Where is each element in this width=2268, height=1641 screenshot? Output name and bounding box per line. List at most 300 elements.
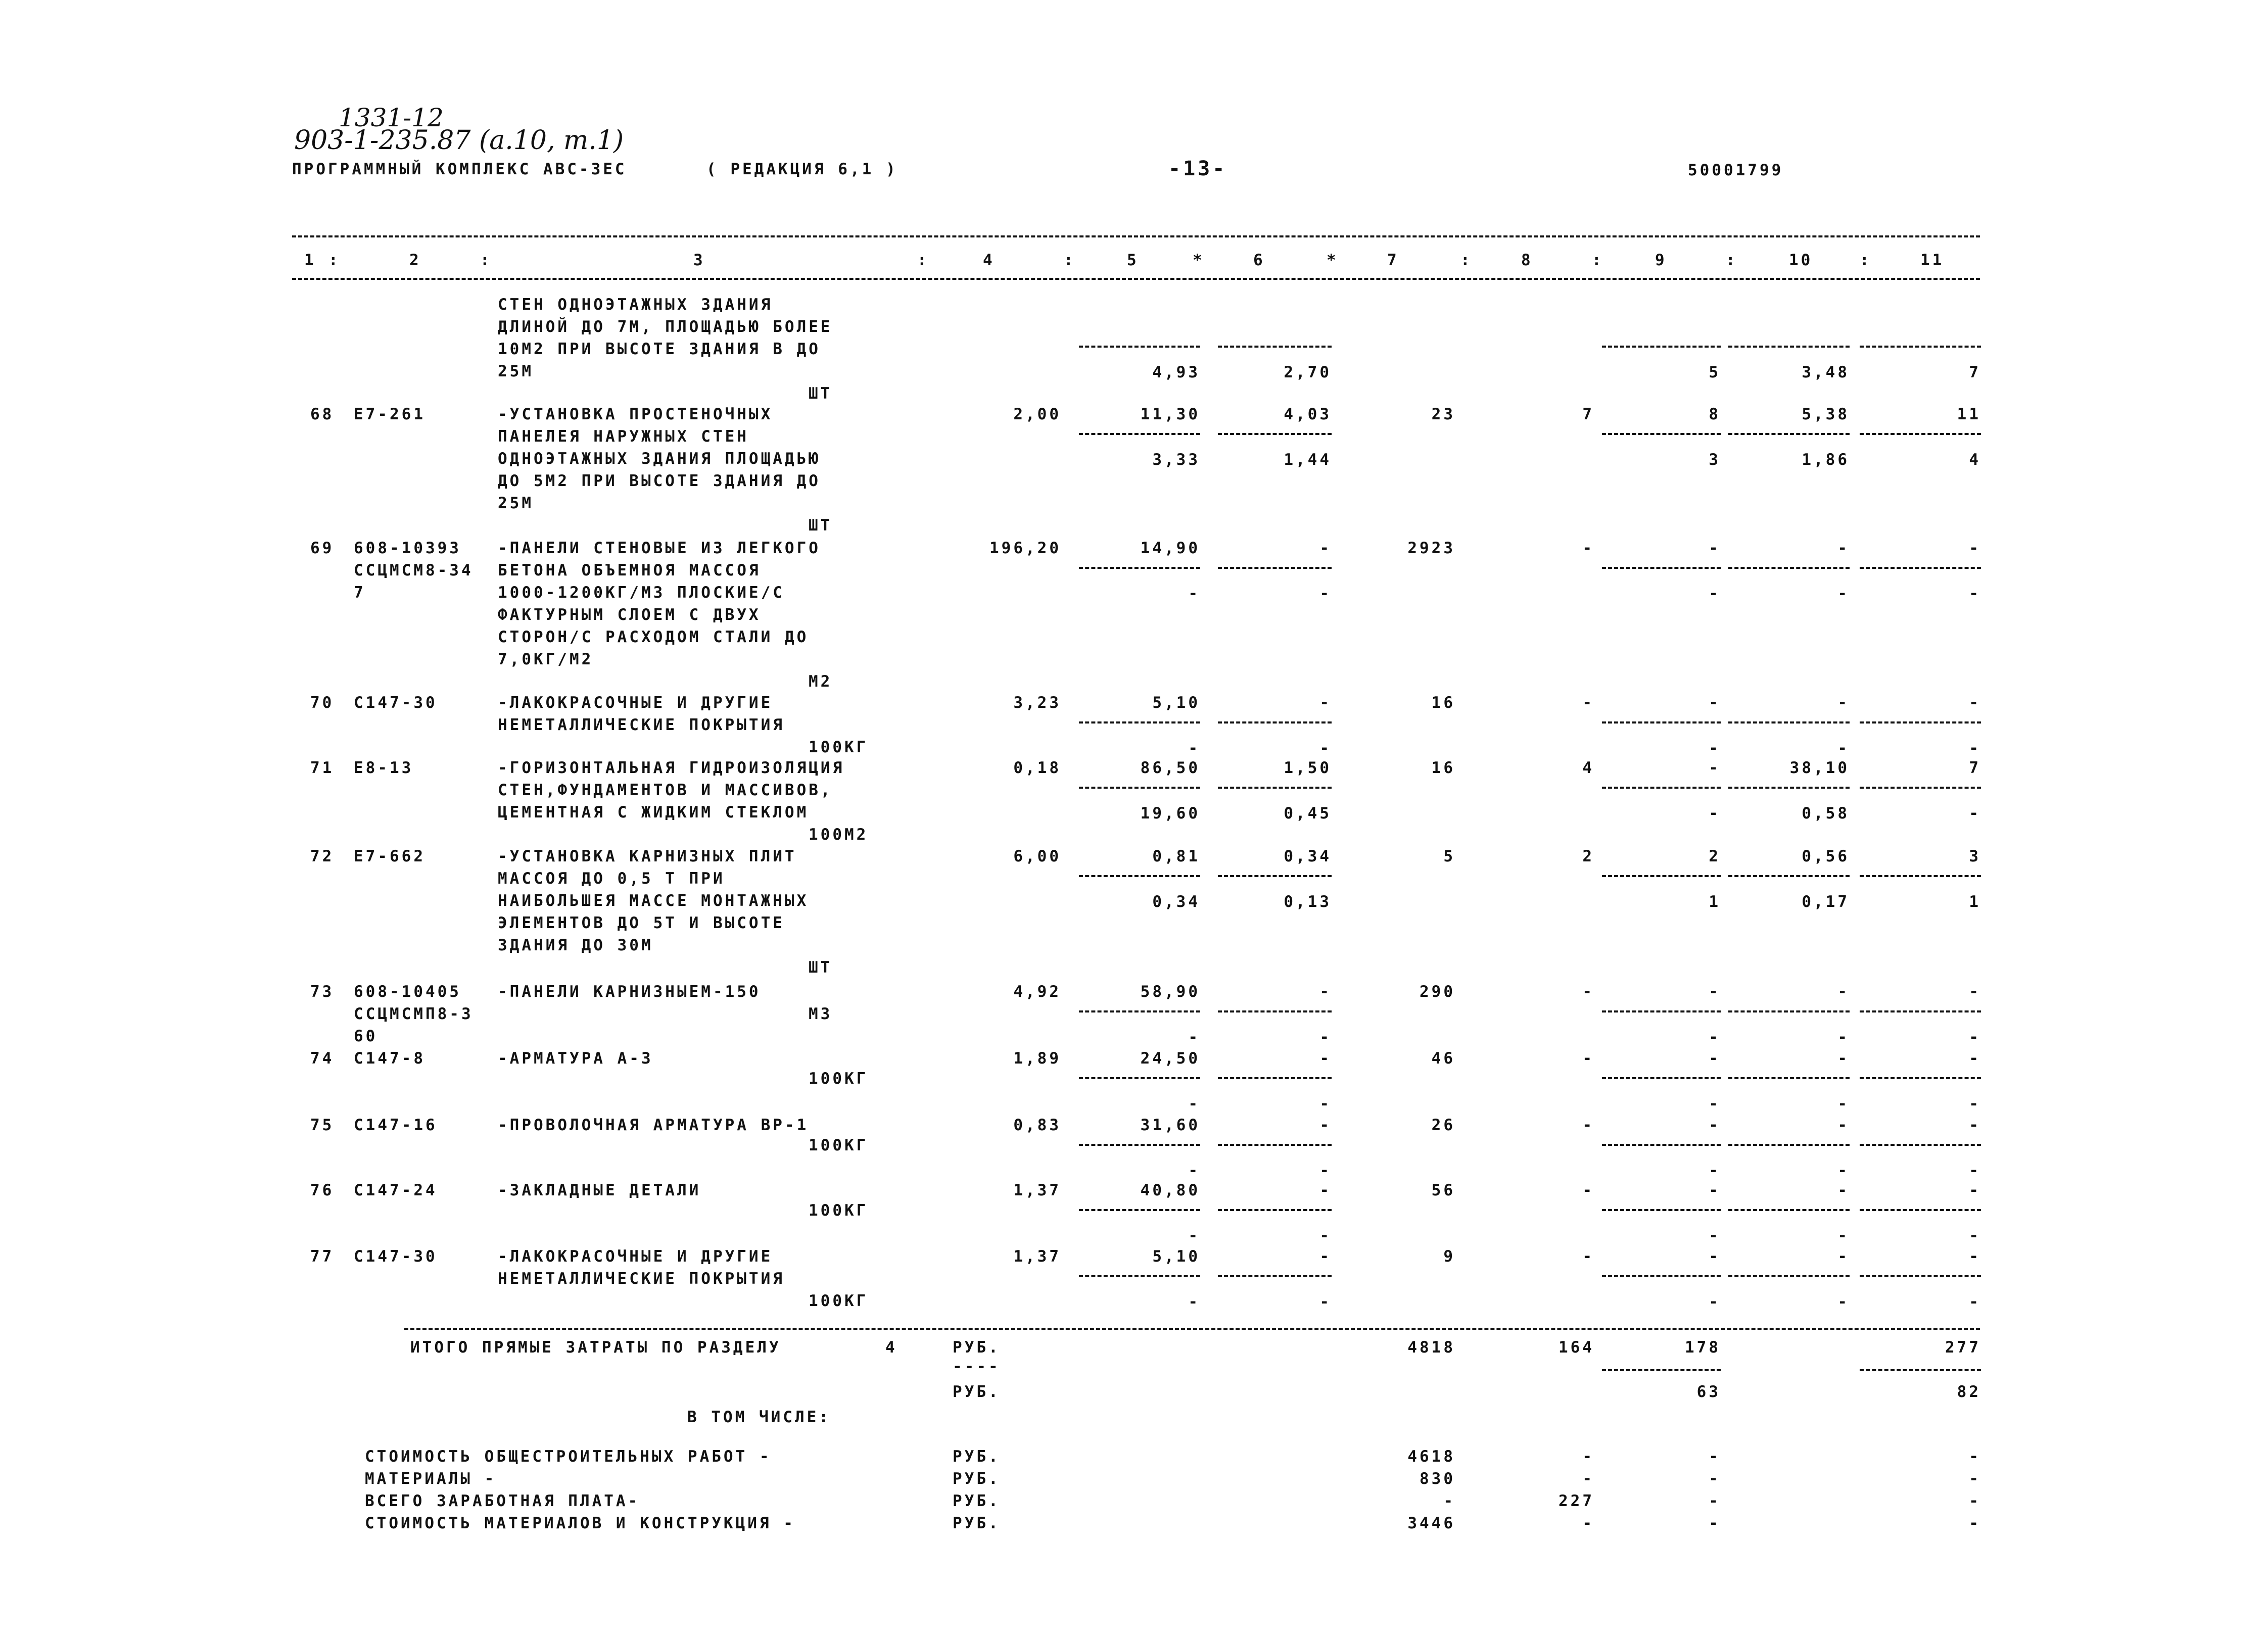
col6-sub: - [1319,1095,1332,1113]
col6-rule [1218,1275,1332,1277]
breakdown-col9: - [1709,1470,1721,1488]
col9-rule [1602,1275,1721,1277]
col5-main: 24,50 [1140,1049,1200,1068]
col5-main: 40,80 [1140,1181,1200,1199]
item-description-line: ЗДАНИЯ ДО 30М [498,936,653,954]
breakdown-unit: РУБ. [953,1514,1001,1532]
col11-sub: - [1969,1162,1981,1180]
col9-sub: - [1709,1095,1721,1113]
item-description-line: ПАНЕЛЕЯ НАРУЖНЫХ СТЕН [498,427,749,446]
col11-main: - [1969,1049,1981,1068]
col9-rule [1602,346,1721,348]
item-description-line: БЕТОНА ОБЪЕМНОЯ МАССОЯ [498,561,761,580]
col5-rule [1079,787,1200,789]
col7-value: 290 [1420,983,1455,1001]
column-separator: * [1193,251,1205,269]
col9-sub: 5 [1709,363,1721,381]
col10-rule [1728,875,1850,877]
breakdown-unit: РУБ. [953,1447,1001,1466]
col8-value: - [1582,1049,1594,1068]
item-description-line: -АРМАТУРА А-3 [498,1049,653,1068]
col10-rule [1728,346,1850,348]
item-description-line: 7,0КГ/М2 [498,650,594,668]
column-separator: : [480,251,492,269]
column-separator: : [917,251,929,269]
item-unit: 100КГ [809,738,869,756]
item-unit: 100М2 [809,826,869,844]
column-separator: : [328,251,341,269]
col11-rule [1860,1275,1981,1277]
breakdown-col11: - [1969,1514,1981,1532]
column-separator: : [1726,251,1738,269]
col5-sub: - [1188,1227,1200,1245]
item-description-line: ДО 5М2 ПРИ ВЫСОТЕ ЗДАНИЯ ДО [498,472,821,490]
item-code: 608-10393 [354,539,461,557]
item-number: 76 [310,1181,335,1199]
including-label: В ТОМ ЧИСЛЕ: [687,1408,831,1426]
col6-sub: - [1319,1162,1332,1180]
col11-rule [1860,1209,1981,1211]
header-rule-top [292,235,1980,237]
col5-rule [1079,567,1200,569]
col9-main: - [1709,759,1721,777]
col10-main: 0,56 [1802,847,1850,865]
item-code: Е7-261 [354,405,426,423]
breakdown-label: СТОИМОСТЬ МАТЕРИАЛОВ И КОНСТРУКЦИЯ - [365,1514,795,1532]
col10-main: - [1837,1049,1850,1068]
item-description-line: ЦЕМЕНТНАЯ С ЖИДКИМ СТЕКЛОМ [498,803,809,822]
item-number: 69 [310,539,335,557]
item-code: Е7-662 [354,847,426,865]
totals-section: 4 [885,1338,897,1357]
col10-sub: - [1837,1095,1850,1113]
col11-main: - [1969,1247,1981,1266]
col11-main: - [1969,1116,1981,1134]
col9-main: 2 [1709,847,1721,865]
item-quantity: 0,18 [1013,759,1061,777]
col10-sub: - [1837,1293,1850,1311]
col7-value: 56 [1431,1181,1455,1199]
col5-sub: - [1188,1028,1200,1046]
col8-value: 2 [1582,847,1594,865]
breakdown-col7: - [1443,1492,1455,1510]
col5-rule [1079,1010,1200,1012]
totals-unit-1: РУБ. [953,1338,1001,1357]
breakdown-col7: 830 [1420,1470,1455,1488]
col8-value: - [1582,1116,1594,1134]
col10-sub: - [1837,585,1850,603]
col5-rule [1079,1144,1200,1146]
item-unit: ШТ [809,516,833,535]
col10-sub: - [1837,1028,1850,1046]
col6-main: 0,34 [1284,847,1332,865]
col6-rule [1218,721,1332,723]
column-number-4: 4 [983,251,995,269]
col5-main: 0,81 [1152,847,1200,865]
item-description-line: НАИБОЛЬШЕЯ МАССЕ МОНТАЖНЫХ [498,892,809,910]
col9-rule [1602,1209,1721,1211]
col6-rule [1218,787,1332,789]
col7-value: 26 [1431,1116,1455,1134]
col6-rule [1218,1209,1332,1211]
item-code: Е8-13 [354,759,414,777]
col10-rule [1728,1275,1850,1277]
col7-value: 5 [1443,847,1455,865]
col11-main: 11 [1957,405,1981,423]
totals-sub-rule-col11 [1860,1369,1981,1371]
breakdown-col7: 4618 [1407,1447,1455,1466]
col6-main: - [1319,1049,1332,1068]
col5-main: 86,50 [1140,759,1200,777]
col11-sub: - [1969,585,1981,603]
col11-sub: - [1969,1293,1981,1311]
col8-value: - [1582,539,1594,557]
column-separator: * [1327,251,1339,269]
page-number: -13- [1168,157,1227,180]
item-number: 73 [310,983,335,1001]
item-number: 72 [310,847,335,865]
totals-col11-top: 277 [1945,1338,1981,1357]
column-number-11: 11 [1920,251,1945,269]
totals-col7: 4818 [1407,1338,1455,1357]
item-code: 60 [354,1027,378,1045]
col8-value: - [1582,983,1594,1001]
item-description-line: ДЛИНОЙ ДО 7М, ПЛОЩАДЬЮ БОЛЕЕ [498,318,833,336]
item-unit: М2 [809,672,833,691]
breakdown-col9: - [1709,1447,1721,1466]
totals-rule [404,1328,1980,1330]
item-unit: 100КГ [809,1201,869,1220]
col10-sub: - [1837,1162,1850,1180]
col9-sub: - [1709,1293,1721,1311]
totals-col11-bottom: 82 [1957,1383,1981,1401]
col5-rule [1079,433,1200,435]
item-description-line: НЕМЕТАЛЛИЧЕСКИЕ ПОКРЫТИЯ [498,1270,785,1288]
col9-rule [1602,1144,1721,1146]
item-number: 68 [310,405,335,423]
col5-sub: - [1188,585,1200,603]
breakdown-col8: - [1582,1514,1594,1532]
item-description-line: -ПАНЕЛИ СТЕНОВЫЕ ИЗ ЛЕГКОГО [498,539,821,557]
col5-rule [1079,1275,1200,1277]
col11-rule [1860,787,1981,789]
col6-rule [1218,1010,1332,1012]
item-description-line: СТЕН ОДНОЭТАЖНЫХ ЗДАНИЯ [498,296,773,314]
item-unit: М3 [809,1005,833,1023]
col9-main: - [1709,1181,1721,1199]
col11-rule [1860,346,1981,348]
col5-rule [1079,1077,1200,1079]
col8-value: - [1582,1181,1594,1199]
col10-main: - [1837,694,1850,712]
col6-rule [1218,567,1332,569]
item-code: С147-24 [354,1181,438,1199]
col9-sub: - [1709,739,1721,757]
column-number-10: 10 [1789,251,1813,269]
col9-rule [1602,433,1721,435]
item-description-line: МАССОЯ ДО 0,5 Т ПРИ [498,870,725,888]
col6-sub: - [1319,739,1332,757]
item-description-line: СТЕН,ФУНДАМЕНТОВ И МАССИВОВ, [498,781,833,799]
item-description-line: -ЛАКОКРАСОЧНЫЕ И ДРУГИЕ [498,1247,773,1266]
col6-sub: - [1319,1293,1332,1311]
breakdown-col8: - [1582,1470,1594,1488]
col7-value: 46 [1431,1049,1455,1068]
col11-main: 3 [1969,847,1981,865]
edition-label: ( РЕДАКЦИЯ 6,1 ) [706,160,898,178]
breakdown-label: ВСЕГО ЗАРАБОТНАЯ ПЛАТА- [365,1492,640,1510]
col9-main: 8 [1709,405,1721,423]
item-quantity: 2,00 [1013,405,1061,423]
col6-main: - [1319,1116,1332,1134]
col5-sub: 4,93 [1152,363,1200,381]
item-quantity: 3,23 [1013,694,1061,712]
item-quantity: 0,83 [1013,1116,1061,1134]
item-description-line: -ГОРИЗОНТАЛЬНАЯ ГИДРОИЗОЛЯЦИЯ [498,759,845,777]
col5-sub: - [1188,1293,1200,1311]
col5-sub: 19,60 [1140,804,1200,823]
col5-main: 5,10 [1152,694,1200,712]
col10-sub: 0,58 [1802,804,1850,823]
col10-rule [1728,433,1850,435]
breakdown-col7: 3446 [1407,1514,1455,1532]
col5-sub: 3,33 [1152,451,1200,469]
col6-rule [1218,346,1332,348]
column-number-9: 9 [1655,251,1667,269]
col11-rule [1860,433,1981,435]
col6-main: - [1319,1247,1332,1266]
item-quantity: 1,37 [1013,1247,1061,1266]
col7-value: 23 [1431,405,1455,423]
item-description-line: 10М2 ПРИ ВЫСОТЕ ЗДАНИЯ В ДО [498,340,821,358]
col5-main: 58,90 [1140,983,1200,1001]
item-description-line: 25М [498,494,534,512]
col9-sub: - [1709,1028,1721,1046]
col6-sub: - [1319,1028,1332,1046]
item-unit: ШТ [809,384,833,403]
col11-rule [1860,567,1981,569]
col6-main: - [1319,539,1332,557]
col11-sub: 4 [1969,451,1981,469]
breakdown-col9: - [1709,1514,1721,1532]
item-description-line: ФАКТУРНЫМ СЛОЕМ С ДВУХ [498,606,761,624]
col10-rule [1728,1209,1850,1211]
col8-value: - [1582,1247,1594,1266]
item-code: ССЦМСМП8-3 [354,1005,474,1023]
col11-sub: - [1969,1095,1981,1113]
col11-sub: 7 [1969,363,1981,381]
item-code: 608-10405 [354,983,461,1001]
col11-rule [1860,1010,1981,1012]
col6-main: - [1319,694,1332,712]
item-quantity: 4,92 [1013,983,1061,1001]
col5-main: 5,10 [1152,1247,1200,1266]
col11-main: - [1969,1181,1981,1199]
breakdown-label: СТОИМОСТЬ ОБЩЕСТРОИТЕЛЬНЫХ РАБОТ - [365,1447,772,1466]
item-number: 70 [310,694,335,712]
col9-main: - [1709,539,1721,557]
col10-sub: 1,86 [1802,451,1850,469]
col5-sub: - [1188,739,1200,757]
col8-value: - [1582,694,1594,712]
item-unit: 100КГ [809,1136,869,1154]
document-code: 50001799 [1688,161,1784,179]
header-rule-bottom [292,278,1980,280]
col10-sub: 0,17 [1802,893,1850,911]
col9-rule [1602,567,1721,569]
col5-sub: - [1188,1095,1200,1113]
col5-rule [1079,875,1200,877]
col9-main: - [1709,1049,1721,1068]
col10-main: - [1837,1116,1850,1134]
totals-col8: 164 [1558,1338,1594,1357]
col9-main: - [1709,1247,1721,1266]
item-description-line: -УСТАНОВКА ПРОСТЕНОЧНЫХ [498,405,773,423]
column-number-2: 2 [409,251,421,269]
breakdown-col11: - [1969,1447,1981,1466]
column-separator: : [1460,251,1473,269]
col5-sub: - [1188,1162,1200,1180]
col10-main: 5,38 [1802,405,1850,423]
item-number: 71 [310,759,335,777]
col11-rule [1860,1077,1981,1079]
col6-rule [1218,433,1332,435]
col5-main: 11,30 [1140,405,1200,423]
col9-main: - [1709,694,1721,712]
col10-rule [1728,721,1850,723]
totals-label: ИТОГО ПРЯМЫЕ ЗАТРАТЫ ПО РАЗДЕЛУ [410,1338,781,1357]
col6-sub: 1,44 [1284,451,1332,469]
breakdown-col8: - [1582,1447,1594,1466]
item-quantity: 1,89 [1013,1049,1061,1068]
item-description-line: -ПАНЕЛИ КАРНИЗНЫЕМ-150 [498,983,761,1001]
col8-value: 7 [1582,405,1594,423]
breakdown-col11: - [1969,1492,1981,1510]
col9-rule [1602,1010,1721,1012]
col10-main: - [1837,1181,1850,1199]
col9-rule [1602,875,1721,877]
item-code: 7 [354,584,366,602]
item-description-line: 25М [498,362,534,380]
col10-main: 38,10 [1789,759,1850,777]
column-number-7: 7 [1387,251,1399,269]
breakdown-col8: 227 [1558,1492,1594,1510]
item-quantity: 1,37 [1013,1181,1061,1199]
col6-main: - [1319,1181,1332,1199]
item-code: С147-8 [354,1049,426,1068]
col5-rule [1079,721,1200,723]
item-description-line: ЭЛЕМЕНТОВ ДО 5Т И ВЫСОТЕ [498,914,785,932]
breakdown-unit: РУБ. [953,1470,1001,1488]
col7-value: 16 [1431,694,1455,712]
item-number: 77 [310,1247,335,1266]
col5-main: 14,90 [1140,539,1200,557]
col9-rule [1602,787,1721,789]
col10-rule [1728,787,1850,789]
col6-sub: 0,45 [1284,804,1332,823]
col11-rule [1860,875,1981,877]
col6-main: 4,03 [1284,405,1332,423]
col11-sub: - [1969,1227,1981,1245]
item-number: 75 [310,1116,335,1134]
column-number-8: 8 [1521,251,1533,269]
col11-main: 7 [1969,759,1981,777]
totals-unit-2: РУБ. [953,1383,1001,1401]
totals-col9-bottom: 63 [1696,1383,1721,1401]
col9-sub: - [1709,804,1721,823]
col10-rule [1728,1144,1850,1146]
item-number: 74 [310,1049,335,1068]
col9-sub: 3 [1709,451,1721,469]
col11-main: - [1969,694,1981,712]
col11-rule [1860,1144,1981,1146]
column-separator: : [1592,251,1604,269]
handwritten-code-top: 1331-12 [339,103,444,132]
col6-sub: - [1319,1227,1332,1245]
column-number-1: 1 [304,251,316,269]
col8-value: 4 [1582,759,1594,777]
col7-value: 9 [1443,1247,1455,1266]
col10-rule [1728,1010,1850,1012]
col9-sub: 1 [1709,893,1721,911]
col6-sub: 2,70 [1284,363,1332,381]
column-separator: : [1064,251,1076,269]
col6-rule [1218,1144,1332,1146]
totals-col9-top: 178 [1685,1338,1721,1357]
item-unit: ШТ [809,958,833,977]
col6-sub: 0,13 [1284,893,1332,911]
item-unit: 100КГ [809,1069,869,1088]
col7-value: 2923 [1407,539,1455,557]
col6-sub: - [1319,585,1332,603]
item-code: С147-16 [354,1116,438,1134]
col11-sub: 1 [1969,893,1981,911]
col6-main: 1,50 [1284,759,1332,777]
item-quantity: 196,20 [989,539,1061,557]
item-quantity: 6,00 [1013,847,1061,865]
handwritten-code-line2: 903-1-235.87 (а.10, т.1) [294,125,624,156]
col7-value: 16 [1431,759,1455,777]
col9-main: - [1709,1116,1721,1134]
column-number-5: 5 [1127,251,1139,269]
col11-rule [1860,721,1981,723]
totals-sub-rule-col9 [1602,1369,1721,1371]
breakdown-col11: - [1969,1470,1981,1488]
col9-rule [1602,1077,1721,1079]
program-title: ПРОГРАММНЫЙ КОМПЛЕКС АВС-ЗЕС [292,160,627,178]
col10-main: - [1837,983,1850,1001]
col10-sub: - [1837,1227,1850,1245]
item-description-line: 1000-1200КГ/М3 ПЛОСКИЕ/С [498,584,785,602]
col5-main: 31,60 [1140,1116,1200,1134]
col5-sub: 0,34 [1152,893,1200,911]
col10-main: - [1837,539,1850,557]
item-description-line: -ПРОВОЛОЧНАЯ АРМАТУРА ВР-1 [498,1116,809,1134]
col11-main: - [1969,539,1981,557]
col5-rule [1079,1209,1200,1211]
breakdown-unit: РУБ. [953,1492,1001,1510]
col10-main: - [1837,1247,1850,1266]
col10-rule [1728,567,1850,569]
item-code: С147-30 [354,694,438,712]
item-description-line: -УСТАНОВКА КАРНИЗНЫХ ПЛИТ [498,847,797,865]
column-number-3: 3 [693,251,705,269]
col11-sub: - [1969,1028,1981,1046]
col11-sub: - [1969,804,1981,823]
breakdown-label: МАТЕРИАЛЫ - [365,1470,497,1488]
col6-main: - [1319,983,1332,1001]
col10-sub: - [1837,739,1850,757]
